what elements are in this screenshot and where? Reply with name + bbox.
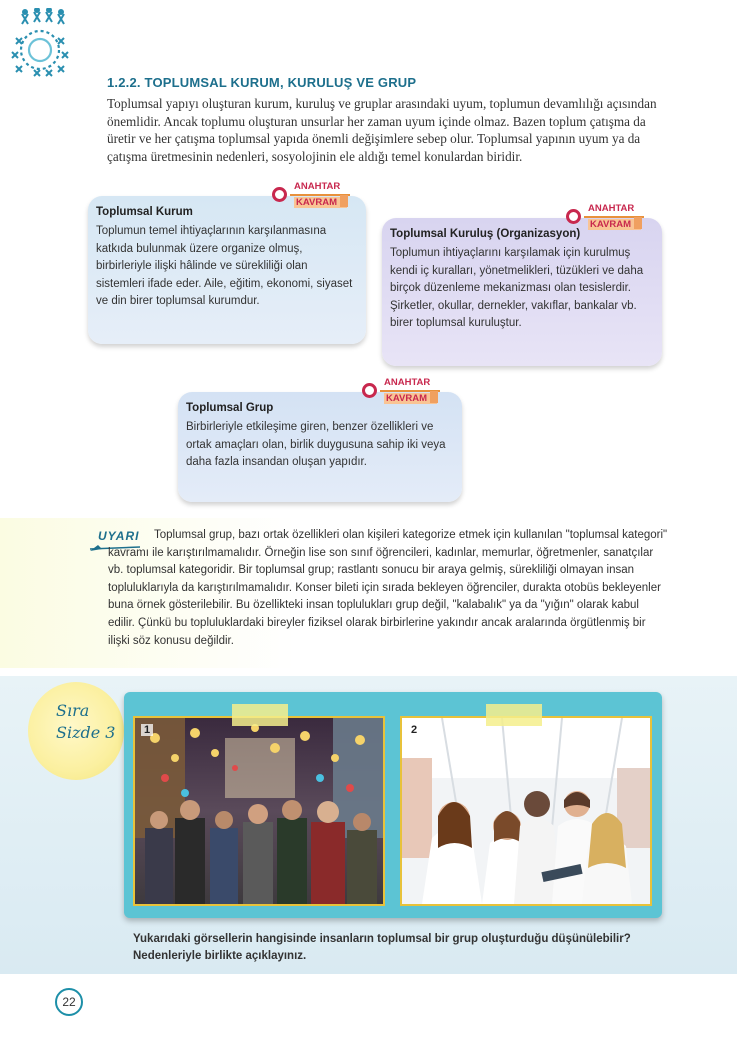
card-text: Toplumun ihtiyaçlarını karşılamak için kurulmuş kendi iç kuralları, yönetmelikleri, tüzükleri ve daha birçok düzenleme mekanizması olan tesislerdir. Şirketler, okullar, dernekler, vakıflar, bankalar vb. birer toplumsal kuruluştur. — [390, 247, 644, 330]
page-number: 22 — [55, 988, 83, 1016]
card-title: Toplumsal Grup — [186, 402, 274, 414]
concept-card-toplumsal-kurum — [88, 196, 366, 344]
chain-people-logo-icon — [8, 8, 72, 80]
tape-decoration — [232, 704, 288, 726]
card-title: Toplumsal Kurum — [96, 206, 193, 218]
tag-line2: KAVRAM — [588, 219, 641, 230]
photo-bazaar-crowd — [133, 716, 385, 906]
card-title: Toplumsal Kuruluş (Organizasyon) — [390, 228, 581, 240]
intro-paragraph: Toplumsal yapıyı oluşturan kurum, kuruluş ve gruplar arasındaki uyum, toplumun devamlılığı açısından önemlidir. Ancak toplumu oluşturan unsurlar her zaman uyum içinde olmaz. Bazen toplum çatışma da üretir ve her çatışma toplumsal yapıda önemli değişimlere sebep olur. Toplumsal yapının uyum ya da çatışma üretmesinin nedenleri, sosyolojinin ele aldığı temel konulardan biridir. — [107, 96, 657, 164]
activity-label-line1: Sıra — [56, 701, 90, 720]
activity-label — [56, 700, 115, 744]
student-group-image — [402, 718, 650, 904]
warning-label: UYARI — [98, 529, 140, 543]
photo-student-group — [400, 716, 652, 906]
tape-decoration — [486, 704, 542, 726]
activity-question: Yukarıdaki görsellerin hangisinde insanların toplumsal bir grup oluşturduğu düşünülebilir? Nedenleriyle birlikte açıklayınız. — [133, 933, 631, 962]
card-text: Toplumun temel ihtiyaçlarının karşılanmasına katkıda bulunmak üzere organize olmuş, birbirleriyle ilişki hâlinde ve sürekliliği olan sistemleri ifade eder. Aile, eğitim, ekonomi, siyaset ve din birer toplumsal kurumdur. — [96, 225, 353, 308]
tag-line1: ANAHTAR — [294, 181, 341, 192]
anahtar-kavram-tag — [362, 376, 444, 406]
section-title: 1.2.2. TOPLUMSAL KURUM, KURULUŞ VE GRUP — [107, 75, 417, 90]
warning-text: Toplumsal grup, bazı ortak özellikleri olan kişileri kategorize etmek için kullanılan "toplumsal kategori" kavramı ile karıştırılmamalıdır. Örneğin lise son sınıf öğrencileri, kadınlar, memurlar, öğretmenler, sanatçılar vb. toplumsal kategoridir. Bir toplumsal grup; rastlantı sonucu bir araya gelmiş, sürekliliği olmayan insan topluluklarıyla da karıştırılmamalıdır. Konser bileti için sırada bekleyen öğrenciler, durakta otobüs bekleyenler buna örnek gösterilebilir. Bu özellikteki insan toplulukları grup değil, "kalabalık" ya da "yığın" olarak kabul edilir. Çünkü bu topluluklardaki bireyler fiziksel olarak birbirlerine yakındır ancak aralarında örgütlenmiş bir ilişki söz konusu değildir. — [108, 529, 668, 647]
anahtar-kavram-tag — [566, 202, 648, 232]
magnifier-ring-icon — [272, 187, 287, 202]
tag-line2: KAVRAM — [384, 393, 437, 404]
concept-card-toplumsal-kurulus — [382, 218, 662, 366]
activity-label-line2: Sizde 3 — [56, 723, 116, 742]
card-text: Birbirleriyle etkileşime giren, benzer özellikleri ve ortak amaçları olan, birlik duygusuna sahip iki veya daha fazla insandan oluşan yapıdır. — [186, 421, 446, 469]
magnifier-ring-icon — [362, 383, 377, 398]
anahtar-kavram-tag — [272, 180, 354, 210]
photo-number: 2 — [408, 724, 420, 736]
tag-line1: ANAHTAR — [384, 377, 431, 388]
tag-line1: ANAHTAR — [588, 203, 635, 214]
photo-number: 1 — [141, 724, 153, 736]
concept-card-toplumsal-grup — [178, 392, 462, 502]
tag-line2: KAVRAM — [294, 197, 347, 208]
magnifier-ring-icon — [566, 209, 581, 224]
bazaar-crowd-image — [135, 718, 383, 904]
